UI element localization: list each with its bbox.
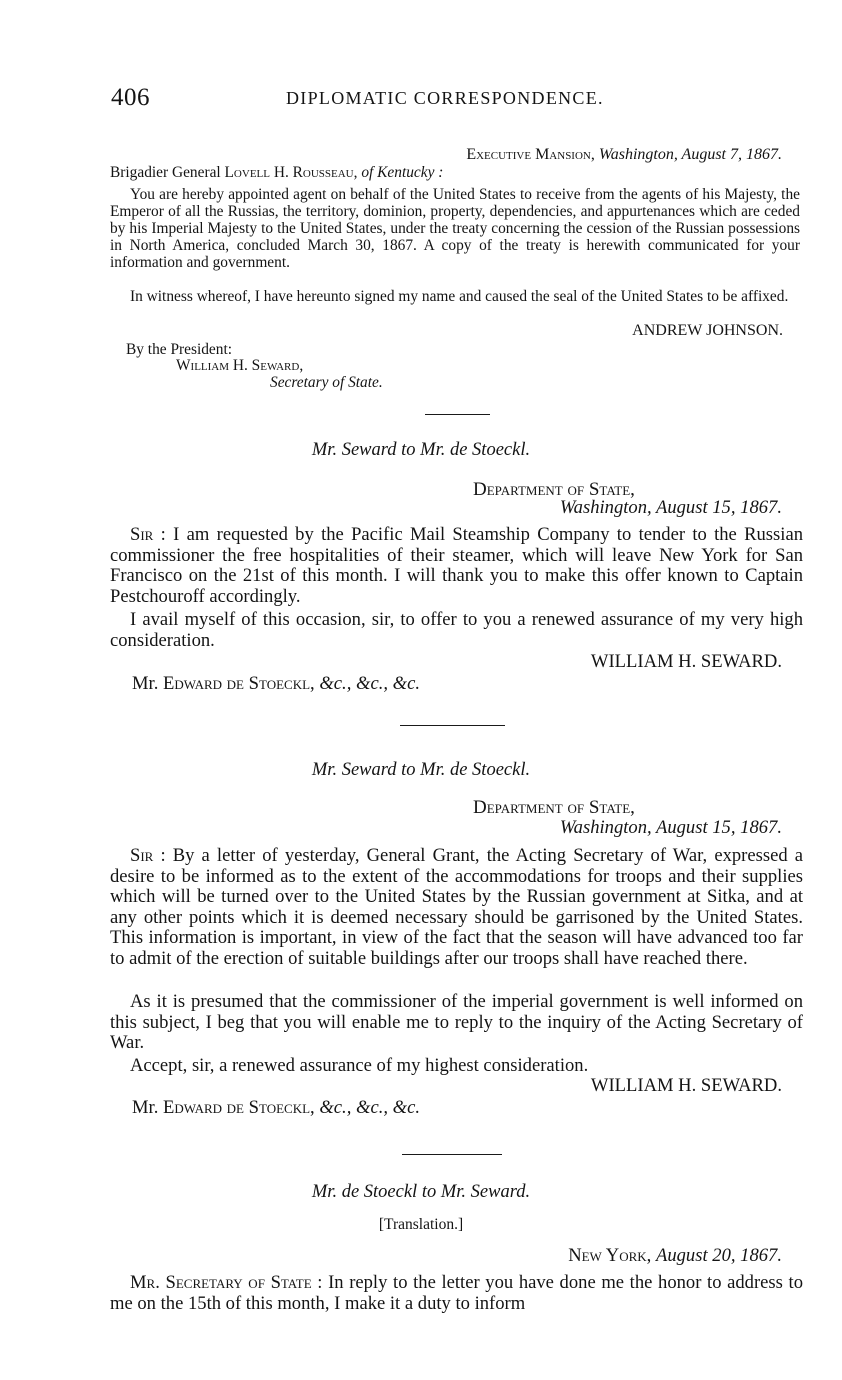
doc3-paragraph-2: As it is presumed that the commissioner of the imperial government is well informed on this subject, I beg that you will enable me to reply to the inquiry of the Acting Secretary of War. [110, 991, 803, 1054]
doc2-addressee-post: &c., &c., &c. [314, 673, 421, 694]
section-divider [402, 1154, 502, 1155]
doc3-addressee-name: Edward de Stoeckl, [163, 1097, 315, 1118]
doc1-paragraph-2: In witness whereof, I have hereunto signed my name and caused the seal of the United States to be affixed. [130, 288, 789, 305]
section-divider [425, 414, 490, 415]
doc4-dateline [568, 1246, 782, 1267]
doc1-by-line: By the President: [126, 341, 233, 358]
doc2-signature: WILLIAM H. SEWARD. [590, 651, 782, 672]
doc3-paragraph-1 [110, 846, 803, 970]
doc1-countersign-name: William H. Seward, [176, 357, 304, 374]
doc1-address-name: Lovell H. Rousseau, [224, 164, 358, 181]
doc3-signature: WILLIAM H. SEWARD. [590, 1075, 782, 1096]
doc2-paragraph-1-text: I am requested by the Pacific Mail Steamship Company to tender to the Russian commissioner the free hospitalities of their steamer, which will leave New York for San Francisco on the 21st of this month. I will thank you to make this offer known to Captain Pestchouroff accordingly. [110, 524, 803, 607]
doc2-paragraph-2: I avail myself of this occasion, sir, to offer to you a renewed assurance of my very high consideration. [110, 609, 803, 651]
doc1-countersign-title: Secretary of State. [270, 374, 383, 391]
doc3-addressee [132, 1098, 420, 1119]
doc1-signature: ANDREW JOHNSON. [632, 322, 783, 339]
doc4-paragraph-1 [110, 1273, 803, 1314]
doc3-title: Mr. Seward to Mr. de Stoeckl. [311, 760, 531, 780]
doc2-addressee-name: Edward de Stoeckl, [163, 673, 315, 694]
doc1-address-pre: Brigadier General [110, 164, 225, 181]
doc3-date-text: Washington, August 15, 1867. [559, 817, 782, 838]
page-number: 406 [111, 84, 150, 111]
doc2-addressee-pre: Mr. [132, 673, 163, 694]
doc4-paragraph-1-text: In reply to the letter you have done me the honor to address to me on the 15th of this month, I make it a duty to inform [110, 1272, 803, 1314]
section-divider [400, 725, 505, 726]
doc2-paragraph-1 [110, 525, 803, 607]
doc3-addressee-pre: Mr. [132, 1097, 163, 1118]
doc4-title: Mr. de Stoeckl to Mr. Seward. [311, 1182, 531, 1202]
doc1-dateline [466, 146, 782, 163]
doc4-date: August 20, 1867. [655, 1245, 782, 1266]
doc4-salutation: Mr. Secretary of State : [130, 1272, 323, 1293]
doc2-date-text: Washington, August 15, 1867. [559, 497, 782, 518]
doc3-addressee-post: &c., &c., &c. [314, 1097, 421, 1118]
doc2-addressee [132, 674, 420, 695]
doc2-date [560, 498, 782, 519]
doc1-paragraph-1: You are hereby appointed agent on behalf of the United States to receive from the agents of his Majesty, the Emperor of all the Russias, the territory, dominion, property, dependencies, and appurtenances which are ceded by his Imperial Majesty to the United States, under the treaty concerning the cession of the Russian possessions in North America, concluded March 30, 1867. A copy of the treaty is herewith communicated for your information and government. [110, 186, 800, 272]
doc2-place: Department of State, [473, 479, 635, 500]
doc1-address [110, 164, 443, 181]
doc3-salutation: Sir : [130, 845, 166, 866]
doc3-paragraph-3: Accept, sir, a renewed assurance of my highest consideration. [130, 1055, 589, 1076]
doc3-paragraph-1-text: By a letter of yesterday, General Grant, the Acting Secretary of War, expressed a desire to be informed as to the extent of the accommodations for troops and their supplies which will be turned over to the United States by the Russian government at Sitka, and at any other points which it is deemed necessary should be garrisoned by the United States. This information is important, in view of the fact that the season will have advanced too far to admit of the erection of suitable buildings after our troops shall have reached there. [110, 845, 804, 969]
doc2-salutation: Sir : [130, 524, 166, 545]
doc3-date [560, 818, 782, 839]
doc4-place: New York, [568, 1245, 652, 1266]
doc1-place: Executive Mansion, [466, 146, 595, 163]
running-title: DIPLOMATIC CORRESPONDENCE. [286, 88, 604, 108]
doc1-date: Washington, August 7, 1867. [598, 146, 782, 163]
doc4-translation-note: [Translation.] [378, 1216, 464, 1233]
doc3-place: Department of State, [473, 797, 635, 818]
doc2-title: Mr. Seward to Mr. de Stoeckl. [311, 440, 531, 460]
doc1-address-post: of Kentucky : [357, 164, 444, 181]
